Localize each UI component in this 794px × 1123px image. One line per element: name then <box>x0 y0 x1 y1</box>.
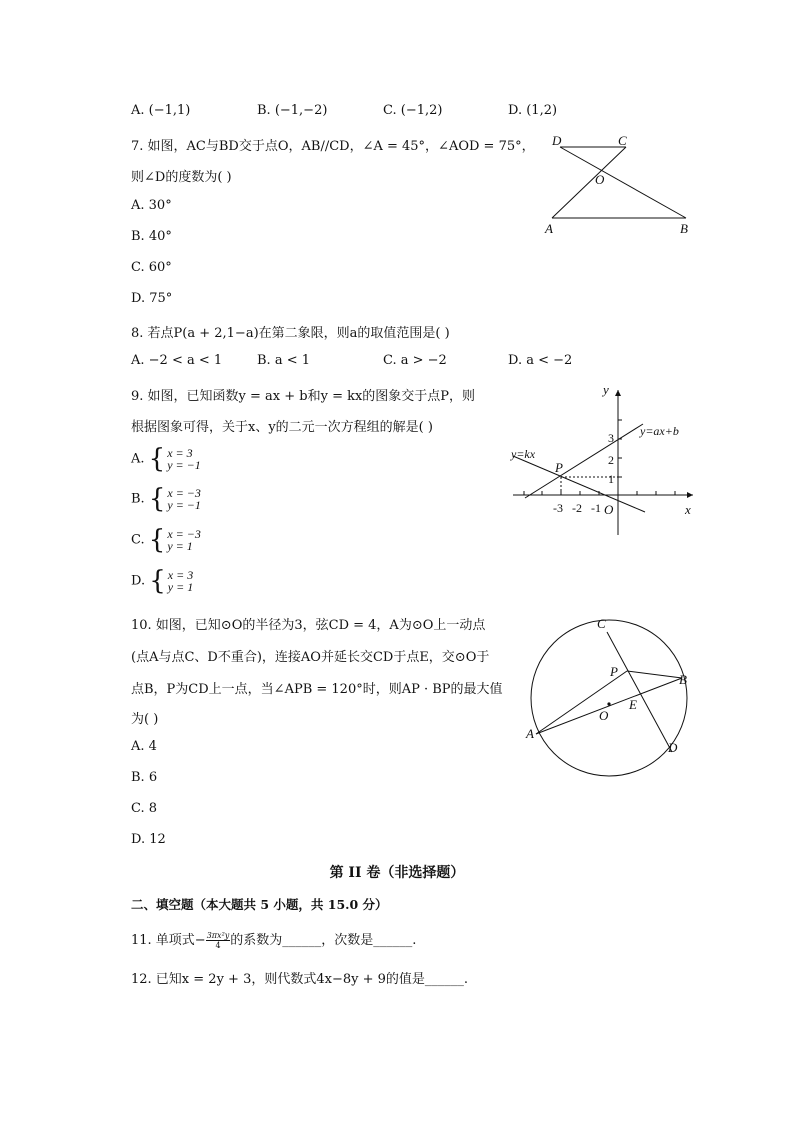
q10-option-b: B. 6 <box>131 770 158 785</box>
q6-option-c: C. (−1,2) <box>383 103 443 118</box>
q9-option-c-label: C. <box>131 532 145 548</box>
tick-label-1: 1 <box>608 472 614 486</box>
q11-prefix: 11. 单项式− <box>131 933 206 948</box>
q7-stem-line1: 7. 如图，AC与BD交于点O，AB//CD，∠A = 45°，∠AOD = 75°， <box>131 139 535 154</box>
tick-label-2: 2 <box>608 453 614 467</box>
q9-option-b <box>131 486 201 512</box>
q11-stem <box>131 929 416 950</box>
q8-option-b: B. a < 1 <box>257 353 310 368</box>
y-ticks <box>618 420 622 477</box>
label-line-ax-b: y=ax+b <box>640 424 679 438</box>
chord-cd <box>607 632 672 752</box>
label-c: C <box>618 133 627 148</box>
q11-suffix: 的系数为______，次数是______. <box>230 933 417 948</box>
circle-o <box>531 620 687 776</box>
q7-option-d: D. 75° <box>131 291 173 306</box>
brace-icon: { <box>148 525 166 555</box>
segment-ab <box>536 678 682 734</box>
q9-option-c-y: y = 1 <box>167 539 193 553</box>
q9-option-c <box>131 527 201 553</box>
y-axis-arrow-icon <box>615 390 621 396</box>
q8-option-a: A. −2 < a < 1 <box>131 353 223 368</box>
label-line-kx: y=kx <box>511 447 536 461</box>
brace-icon: { <box>148 484 166 514</box>
q11-fraction <box>206 931 231 950</box>
q9-option-a-y: y = −1 <box>167 458 201 472</box>
q9-stem-line2: 根据图象可得，关于x、y的二元一次方程组的解是( ) <box>131 420 433 435</box>
label-y-axis: y <box>603 382 609 397</box>
label-o: O <box>599 708 609 723</box>
center-point <box>607 702 610 705</box>
segment-ap <box>536 671 627 734</box>
q9-option-b-x: x = −3 <box>167 486 201 500</box>
q9-option-d-label: D. <box>131 573 146 589</box>
q9-option-a <box>131 446 201 472</box>
q8-stem: 8. 若点P(a + 2,1−a)在第二象限，则a的取值范围是( ) <box>131 326 450 341</box>
q7-option-c: C. 60° <box>131 260 172 275</box>
q9-stem-line1: 9. 如图，已知函数y = ax + b和y = kx的图象交于点P，则 <box>131 389 476 404</box>
q9-option-a-label: A. <box>131 451 145 467</box>
tick-label-neg2: -2 <box>572 501 582 515</box>
label-a: A <box>545 221 553 236</box>
q9-option-b-y: y = −1 <box>167 498 201 512</box>
fraction-denominator: 4 <box>215 941 221 950</box>
q10-stem-line3: 点B，P为CD上一点，当∠APB = 120°时，则AP · BP的最大值 <box>131 682 503 697</box>
q9-option-a-x: x = 3 <box>167 446 193 460</box>
q10-option-a: A. 4 <box>131 739 157 754</box>
tick-label-neg1: -1 <box>591 501 601 515</box>
q8-option-c: C. a > −2 <box>383 353 447 368</box>
section-title: 第 II 卷（非选择题） <box>329 865 465 881</box>
q9-option-d-x: x = 3 <box>167 568 194 582</box>
segment-pb <box>627 671 682 678</box>
q6-option-b: B. (−1,−2) <box>257 103 328 118</box>
q6-option-a: A. (−1,1) <box>131 103 191 118</box>
segment-ca <box>552 147 626 218</box>
section-heading: 二、填空题（本大题共 5 小题，共 15.0 分） <box>131 897 388 912</box>
q9-option-c-x: x = −3 <box>167 527 201 541</box>
fraction-numerator: 3πx²y <box>206 931 230 940</box>
label-c: C <box>597 616 606 631</box>
tick-label-3: 3 <box>608 431 614 445</box>
q6-option-d: D. (1,2) <box>508 103 558 118</box>
label-x-axis: x <box>685 502 691 517</box>
brace-icon: { <box>148 444 166 474</box>
label-e: E <box>629 697 637 712</box>
q9-option-b-label: B. <box>131 491 145 507</box>
q9-option-d <box>131 568 193 594</box>
q7-option-b: B. 40° <box>131 229 172 244</box>
q10-stem-line2: (点A与点C、D不重合)，连接AO并延长交CD于点E，交⊙O于 <box>131 650 490 665</box>
segment-db <box>560 147 686 218</box>
label-p: P <box>610 664 618 679</box>
label-d: D <box>552 133 562 148</box>
label-b: B <box>679 672 687 687</box>
label-b: B <box>680 221 688 236</box>
brace-icon: { <box>149 566 166 596</box>
q10-option-c: C. 8 <box>131 801 158 816</box>
q10-stem-line1: 10. 如图，已知⊙O的半径为3，弦CD = 4，A为⊙O上一动点 <box>131 618 486 633</box>
q7-stem-line2: 则∠D的度数为( ) <box>131 170 232 185</box>
label-o: O <box>595 172 605 187</box>
tick-label-neg3: -3 <box>553 501 563 515</box>
q7-figure <box>540 130 700 240</box>
q10-option-d: D. 12 <box>131 832 166 847</box>
q10-figure <box>522 612 702 782</box>
x-axis-arrow-icon <box>687 492 693 498</box>
label-a: A <box>526 726 534 741</box>
q9-option-d-y: y = 1 <box>167 580 194 594</box>
label-d: D <box>668 740 678 755</box>
label-p: P <box>555 460 563 475</box>
q7-option-a: A. 30° <box>131 198 172 213</box>
q8-option-d: D. a < −2 <box>508 353 573 368</box>
q9-figure <box>505 380 705 540</box>
q10-stem-line4: 为( ) <box>131 712 159 727</box>
line-y-ax-plus-b <box>525 424 643 498</box>
label-origin: O <box>604 502 614 517</box>
q12-stem: 12. 已知x = 2y + 3，则代数式4x−8y + 9的值是______. <box>131 972 469 987</box>
